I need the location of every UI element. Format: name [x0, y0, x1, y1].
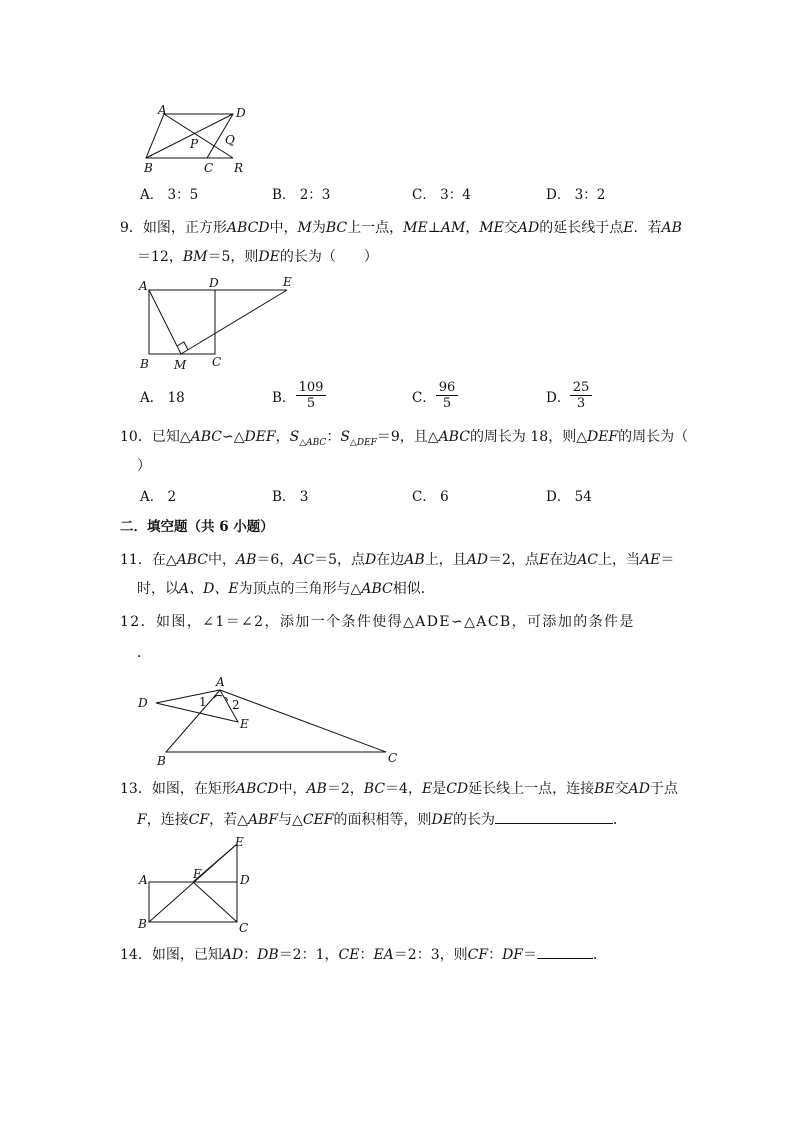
section-title: 二．填空题（共 6 小题） — [120, 519, 274, 535]
q13-label-D: D — [240, 873, 250, 887]
q9-option-b-fraction: $\frac{109}{5}$ — [296, 380, 326, 411]
q8-label-Q: Q — [225, 133, 235, 147]
q9-square — [149, 290, 215, 354]
q8-label-C: C — [204, 161, 214, 175]
q13-line1: 13．如图，在矩形ABCD中，AB＝2，BC＝4，E是CD延长线上一点，连接BE交AD于点 — [120, 781, 678, 797]
q12-line1: 12．如图，∠1＝∠2，添加一个条件使得△ADE∽△ACB，可添加的条件是 — [120, 614, 635, 630]
q9-option-d-letter: D． — [546, 390, 571, 406]
q8-label-A: A — [158, 103, 167, 117]
q9-figure — [135, 274, 305, 374]
q8-figure — [130, 100, 260, 180]
q8-label-R: R — [234, 161, 244, 175]
q9-label-A: A — [139, 279, 148, 293]
q9-option-a: A． 18 — [140, 390, 185, 406]
q8-label-B: B — [144, 161, 153, 175]
q9-option-b-letter: B． — [272, 390, 296, 406]
q10-option-b: B． 3 — [272, 489, 309, 505]
q9-label-E: E — [283, 275, 292, 289]
q9-label-M: M — [174, 358, 187, 372]
q12-label-B: B — [157, 754, 166, 768]
q13-rectangle — [149, 882, 237, 922]
q13-answer-blank[interactable] — [495, 811, 613, 824]
q8-label-D: D — [236, 106, 246, 120]
q9-option-c-letter: C． — [412, 390, 436, 406]
q12-angle-2-label: 2 — [232, 698, 240, 712]
q12-label-E: E — [240, 717, 249, 731]
q11-line2: 时，以A、D、E为顶点的三角形与△ABC相似． — [137, 581, 435, 597]
q12-label-C: C — [388, 751, 398, 765]
q12-label-A: A — [216, 675, 225, 689]
q8-option-b: B． 2：3 — [272, 187, 331, 203]
q9-line-am — [149, 290, 181, 354]
q9-line1: 9．如图，正方形ABCD中，M为BC上一点，ME⊥AM，ME交AD的延长线于点E．若AB — [120, 220, 682, 236]
q10-line2: ） — [137, 458, 151, 474]
q9-option-c-fraction: $\frac{96}{5}$ — [436, 380, 458, 411]
q13-label-F: F — [193, 867, 202, 881]
q13-label-B: B — [138, 917, 147, 931]
q9-label-C: C — [212, 355, 222, 369]
q8-option-d: D． 3：2 — [546, 187, 606, 203]
q11-line1: 11．在△ABC中，AB＝6，AC＝5，点D在边AB上，且AD＝2，点E在边AC上，当AE＝ — [120, 552, 675, 568]
q12-label-D: D — [138, 696, 148, 710]
q13-figure — [135, 834, 265, 939]
q8-line-ar — [164, 114, 233, 158]
q9-line-me — [181, 290, 287, 354]
q9-label-D: D — [209, 276, 219, 290]
q10-option-a: A． 2 — [140, 489, 177, 505]
q13-line2: F，连接CF，若△ABF与△CEF的面积相等，则DE的长为 ． — [137, 812, 627, 828]
q8-option-a: A． 3：5 — [140, 187, 199, 203]
q8-option-c: C． 3：4 — [412, 187, 471, 203]
q12-figure — [130, 670, 410, 770]
q10-option-c: C． 6 — [412, 489, 449, 505]
q14-answer-blank[interactable] — [537, 946, 593, 959]
q8-label-P: P — [190, 137, 199, 151]
q14-line1: 14．如图，已知AD：DB＝2：1，CE：EA＝2：3，则CF：DF＝ ． — [120, 947, 608, 963]
q13-label-E: E — [235, 835, 244, 849]
q12-line2: ． — [137, 645, 151, 661]
q9-option-d-fraction: $\frac{25}{3}$ — [570, 380, 592, 411]
q10-line1: 10．已知△ABC∽△DEF，$S_{\triangle ABC}$：$S_{\triangle DEF}=9$，且△ABC的周长为 18，则△DEF的周长为（ — [120, 429, 689, 448]
q12-angle-1-label: 1 — [199, 695, 207, 709]
q9-label-B: B — [140, 357, 149, 371]
q10-option-d: D． 54 — [546, 489, 592, 505]
q9-line2: ＝12，BM＝5，则DE的长为（ ） — [137, 249, 378, 265]
q13-label-C: C — [239, 921, 249, 935]
q12-triangle-ade — [156, 690, 238, 722]
q13-line-cf — [193, 882, 237, 922]
q13-label-A: A — [139, 873, 148, 887]
